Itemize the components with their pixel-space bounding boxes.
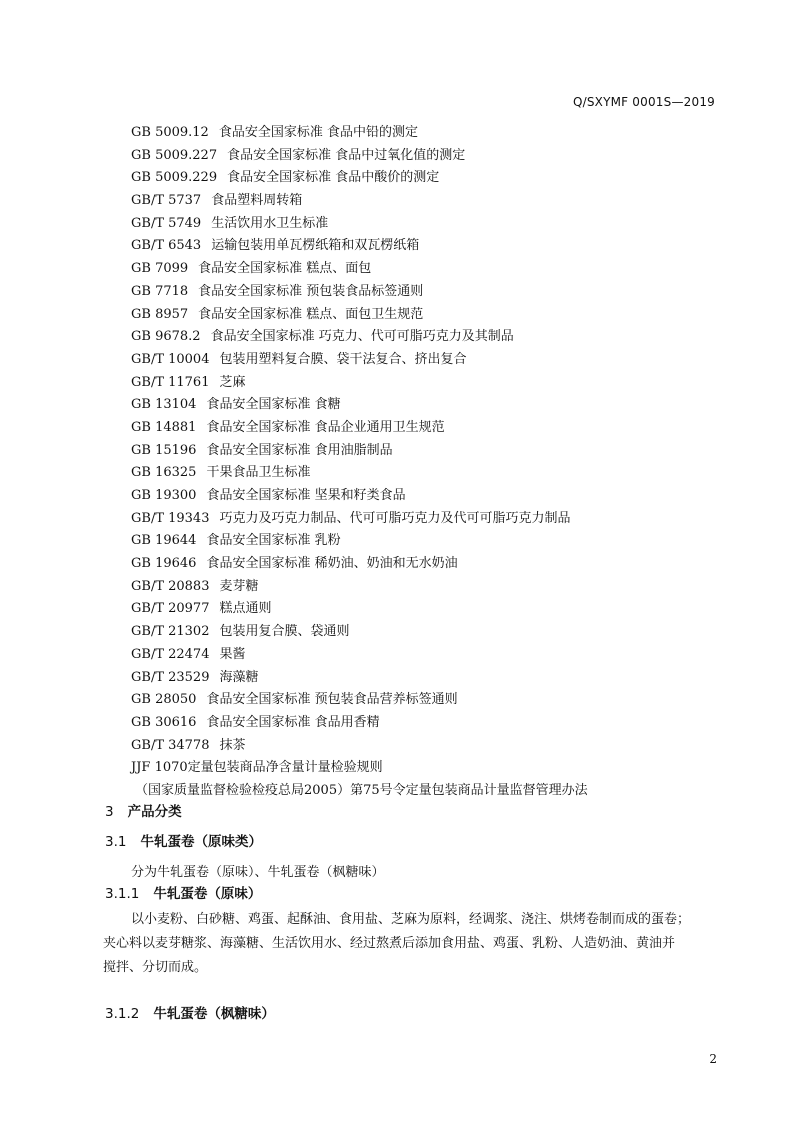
- reference-code: GB/T 11761: [131, 374, 210, 390]
- reference-title: 生活饮用水卫生标准: [211, 215, 329, 231]
- section-title: 牛轧蛋卷（原味类）: [140, 834, 262, 850]
- reference-item: [131, 621, 731, 644]
- reference-item: [131, 304, 731, 327]
- reference-item: [131, 440, 731, 463]
- reference-item: [135, 780, 731, 803]
- reference-title: 糕点通则: [219, 601, 272, 617]
- reference-item: [131, 689, 731, 712]
- reference-title: 食品安全国家标准 食品中铅的测定: [218, 125, 418, 140]
- reference-title: 海藻糖: [219, 669, 259, 685]
- reference-code: GB/T 10004: [131, 351, 210, 367]
- reference-title: 食品安全国家标准 食品中酸价的测定: [227, 170, 440, 186]
- reference-item: [131, 213, 731, 236]
- reference-title: 食品安全国家标准 食用油脂制品: [206, 442, 393, 458]
- reference-title: 抹茶: [219, 737, 246, 753]
- reference-code: GB 14881: [131, 419, 197, 435]
- reference-title: 包装用复合膜、袋通则: [219, 624, 350, 640]
- reference-title: 食品安全国家标准 糕点、面包: [198, 261, 372, 277]
- paragraph-line: 夹心料以麦芽糖浆、海藻糖、生活饮用水、经过熬煮后添加食用盐、鸡蛋、乳粉、人造奶油、黄油并: [103, 936, 676, 951]
- reference-code: GB 13104: [131, 397, 197, 413]
- reference-title: （国家质量监督检验检疫总局2005）第75号令定量包装商品计量监督管理办法: [135, 782, 588, 798]
- reference-code: GB 5009.229: [131, 170, 218, 186]
- document-id: Q/SXYMF 0001S—2019: [572, 95, 715, 109]
- section-heading-3-1: [105, 830, 262, 850]
- reference-title: 运输包装用单瓦楞纸箱和双瓦楞纸箱: [211, 238, 420, 254]
- reference-code: GB/T 22474: [131, 646, 210, 662]
- reference-item: [131, 122, 731, 145]
- reference-item: [131, 190, 731, 213]
- section-body-paragraph: [103, 908, 723, 980]
- section-heading-3-1-1: [105, 882, 261, 902]
- paragraph-line: 搅拌、分切而成。: [103, 960, 208, 975]
- reference-title: 食品安全国家标准 食品企业通用卫生规范: [206, 419, 445, 435]
- reference-code: GB 16325: [131, 465, 197, 481]
- reference-item: [131, 462, 731, 485]
- reference-item: [131, 167, 731, 190]
- reference-code: GB 28050: [131, 692, 197, 708]
- reference-item: [131, 712, 731, 735]
- reference-item: [131, 576, 731, 599]
- reference-item: [131, 667, 731, 690]
- reference-code: GB 30616: [131, 714, 197, 730]
- reference-item: [131, 326, 731, 349]
- reference-code: GB 8957: [131, 306, 189, 322]
- reference-title: 食品安全国家标准 预包装食品标签通则: [198, 283, 424, 299]
- reference-code: GB/T 20883: [131, 578, 210, 594]
- reference-item: [131, 553, 731, 576]
- section-title: 牛轧蛋卷（枫糖味）: [153, 1006, 275, 1022]
- reference-title: 食品塑料周转箱: [211, 193, 303, 209]
- reference-code: GB/T 20977: [131, 601, 210, 617]
- reference-code: GB 7099: [131, 261, 189, 277]
- reference-title: 食品安全国家标准 坚果和籽类食品: [206, 488, 406, 503]
- section-heading-3-1-2: [105, 1002, 275, 1022]
- section-description: 分为牛轧蛋卷（原味）、牛轧蛋卷（枫糖味）: [131, 865, 385, 880]
- section-number: 3.1: [105, 834, 127, 850]
- reference-item: [131, 258, 731, 281]
- reference-item: [131, 372, 731, 395]
- reference-code: GB/T 19343: [131, 510, 210, 526]
- reference-title: 干果食品卫生标准: [206, 465, 311, 481]
- page-number: 2: [709, 1052, 717, 1066]
- reference-item: [131, 530, 731, 553]
- reference-code: GB 5009.227: [131, 147, 218, 163]
- reference-title: 食品安全国家标准 食品中过氧化值的测定: [227, 147, 466, 163]
- normative-references-list: [131, 122, 731, 803]
- reference-code: GB/T 21302: [131, 624, 210, 640]
- reference-item: [131, 508, 731, 531]
- section-number: 3.1.2: [105, 1006, 140, 1022]
- reference-title: 巧克力及巧克力制品、代可可脂巧克力及代可可脂巧克力制品: [219, 510, 571, 526]
- reference-title: 食品安全国家标准 预包装食品营养标签通则: [206, 692, 458, 708]
- reference-title: 芝麻: [219, 374, 246, 390]
- reference-title: 食品安全国家标准 食糖: [206, 397, 341, 413]
- reference-title: 食品安全国家标准 食品用香精: [206, 714, 380, 730]
- reference-item: [131, 644, 731, 667]
- reference-title: 食品安全国家标准 稀奶油、奶油和无水奶油: [206, 556, 458, 572]
- reference-code: GB 19646: [131, 556, 197, 572]
- reference-item: [131, 757, 731, 780]
- reference-title: 麦芽糖: [219, 578, 259, 594]
- section-title: 牛轧蛋卷（原味）: [153, 886, 262, 902]
- reference-code: GB/T 5737: [131, 193, 202, 209]
- reference-item: [131, 281, 731, 304]
- reference-item: [131, 417, 731, 440]
- section-number: 3.1.1: [105, 886, 140, 902]
- reference-code: GB 9678.2: [131, 329, 201, 345]
- section-title: 产品分类: [127, 804, 182, 820]
- reference-title: 包装用塑料复合膜、袋干法复合、挤出复合: [219, 351, 467, 367]
- reference-code: GB 15196: [131, 442, 197, 458]
- reference-title: 食品安全国家标准 巧克力、代可可脂巧克力及其制品: [210, 329, 514, 345]
- reference-title: JJF 1070定量包装商品净含量计量检验规则: [131, 760, 383, 776]
- reference-code: GB/T 6543: [131, 238, 202, 254]
- reference-code: GB 5009.12: [131, 125, 209, 140]
- reference-title: 食品安全国家标准 乳粉: [206, 533, 341, 549]
- section-number: 3: [105, 804, 114, 820]
- reference-title: 食品安全国家标准 糕点、面包卫生规范: [198, 306, 424, 322]
- reference-item: [131, 145, 731, 168]
- reference-code: GB 19300: [131, 488, 197, 503]
- reference-item: [131, 235, 731, 258]
- reference-code: GB/T 5749: [131, 215, 202, 231]
- reference-item: [131, 349, 731, 372]
- paragraph-line: 以小麦粉、白砂糖、鸡蛋、起酥油、食用盐、芝麻为原料，经调浆、浇注、烘烤卷制而成的蛋卷；: [131, 912, 691, 927]
- reference-item: [131, 735, 731, 758]
- reference-code: GB/T 34778: [131, 737, 210, 753]
- reference-item: [131, 485, 731, 508]
- reference-title: 果酱: [219, 646, 246, 662]
- reference-code: GB 7718: [131, 283, 189, 299]
- section-heading-3: [105, 800, 182, 820]
- reference-code: GB/T 23529: [131, 669, 210, 685]
- reference-item: [131, 598, 731, 621]
- reference-code: GB 19644: [131, 533, 197, 549]
- reference-item: [131, 394, 731, 417]
